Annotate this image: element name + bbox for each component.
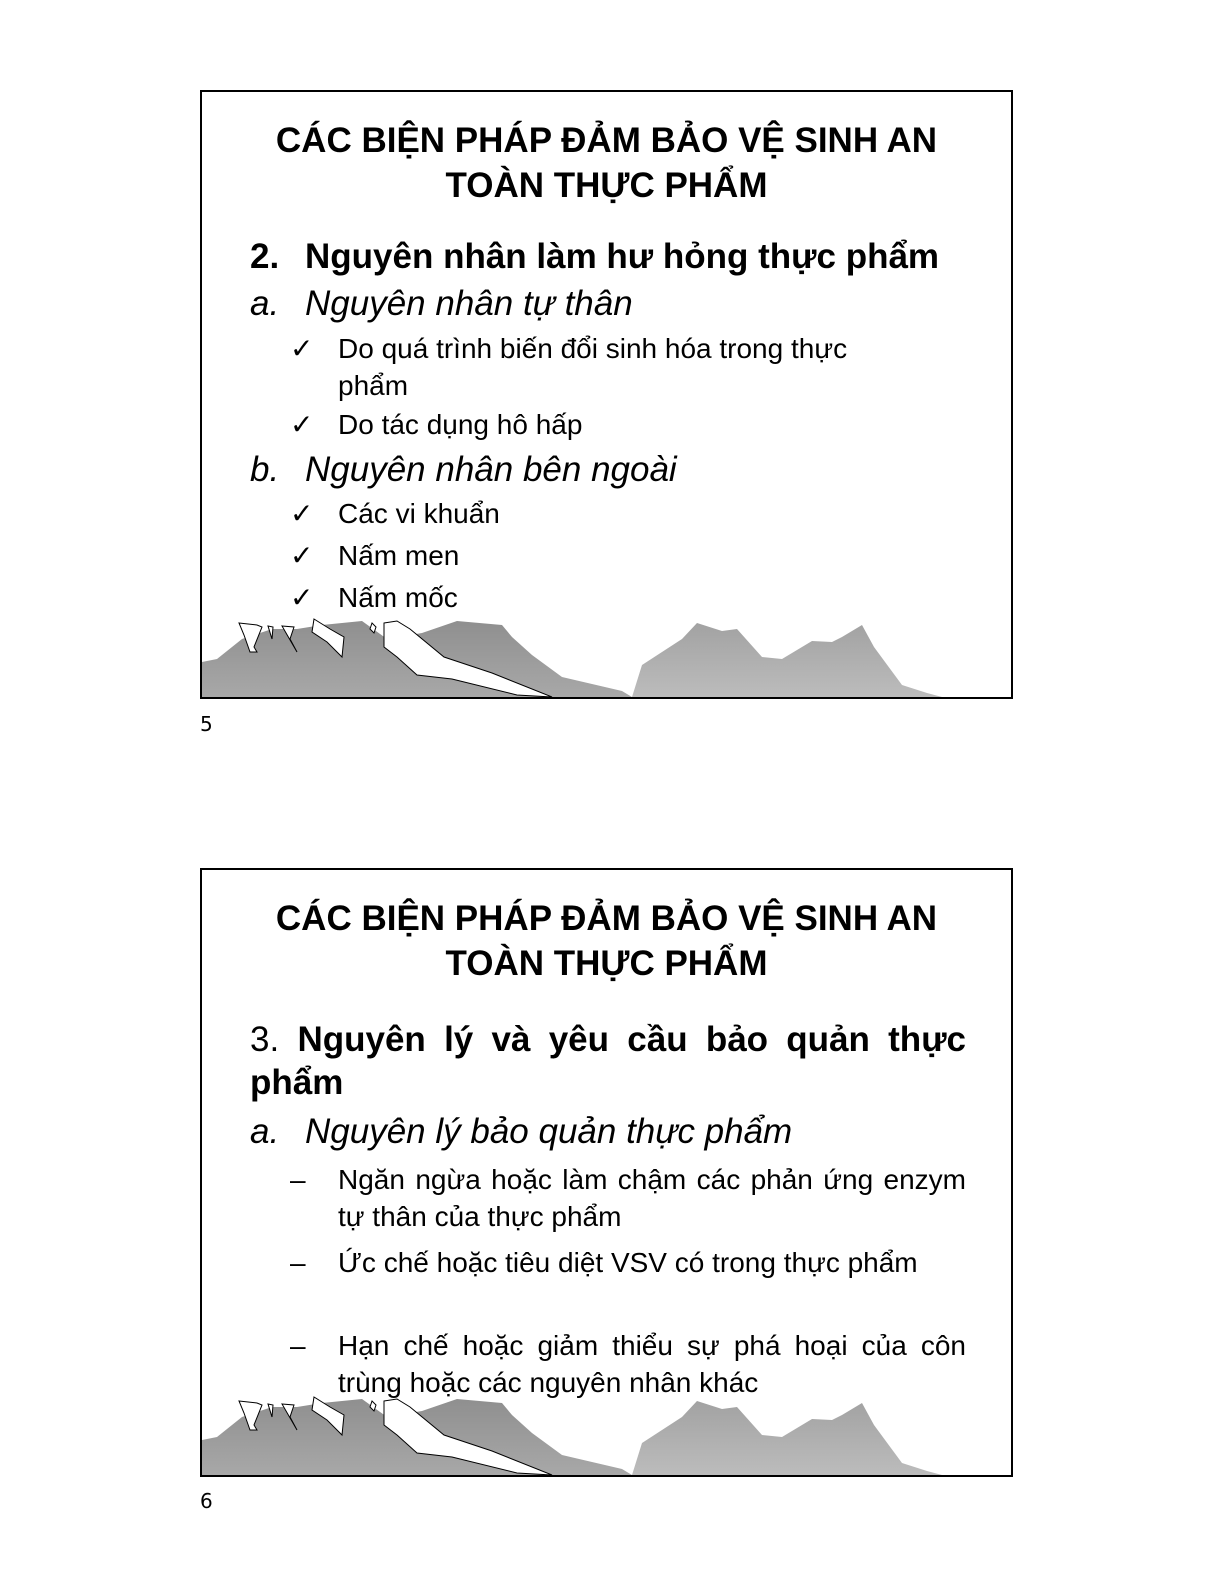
list-item (290, 330, 890, 404)
list-item (290, 537, 966, 574)
subheading-a (250, 282, 966, 325)
section-heading (250, 235, 966, 278)
slide-5 (200, 90, 1013, 699)
check-icon: ✓ (290, 582, 314, 613)
title-line-2: TOÀN THỰC PHẨM (445, 944, 768, 983)
check-icon: ✓ (290, 540, 314, 571)
item-text: Các vi khuẩn (338, 498, 500, 529)
title-line-1: CÁC BIỆN PHÁP ĐẢM BẢO VỆ SINH AN (275, 899, 938, 938)
list-item (290, 579, 966, 616)
subheading-b (250, 448, 966, 491)
check-icon: ✓ (290, 498, 314, 529)
mountain-illustration (202, 1395, 1011, 1475)
page-number: 5 (200, 712, 213, 736)
item-text: Hạn chế hoặc giảm thiểu sự phá hoại của côn trùng hoặc các nguyên nhân khác (338, 1330, 966, 1398)
item-text: Do tác dụng hô hấp (338, 409, 583, 440)
list-item (290, 406, 966, 443)
subheading-text: Nguyên nhân bên ngoài (305, 450, 677, 489)
list-item (290, 1161, 966, 1235)
subheading-label: b. (250, 450, 280, 489)
title-line-1: CÁC BIỆN PHÁP ĐẢM BẢO VỆ SINH AN (275, 121, 938, 160)
subheading-label: a. (250, 284, 280, 323)
item-text: Ức chế hoặc tiêu diệt VSV có trong thực phẩm (338, 1247, 918, 1278)
list-item (290, 495, 966, 532)
subheading-a (250, 1110, 966, 1153)
item-text: Nấm men (338, 540, 460, 571)
list-item (290, 1327, 966, 1401)
check-icon: ✓ (290, 333, 314, 364)
slide-title (202, 118, 1011, 208)
heading-text: Nguyên nhân làm hư hỏng thực phẩm (305, 237, 940, 276)
slide-title (202, 896, 1011, 986)
section-heading (250, 1018, 966, 1104)
list-item (290, 1244, 966, 1281)
item-text: Nấm mốc (338, 582, 458, 613)
heading-number: 3. (250, 1020, 280, 1059)
page-number: 6 (200, 1489, 213, 1513)
subheading-text: Nguyên lý bảo quản thực phẩm (305, 1112, 793, 1151)
heading-number: 2. (250, 237, 280, 276)
dash-icon: – (290, 1330, 306, 1361)
mountain-illustration (202, 617, 1011, 697)
subheading-label: a. (250, 1112, 280, 1151)
check-icon: ✓ (290, 409, 314, 440)
title-line-2: TOÀN THỰC PHẨM (445, 166, 768, 205)
subheading-text: Nguyên nhân tự thân (305, 284, 633, 323)
dash-icon: – (290, 1247, 306, 1278)
heading-text: Nguyên lý và yêu cầu bảo quản thực phẩm (250, 1020, 966, 1102)
dash-icon: – (290, 1164, 306, 1195)
slide-6 (200, 868, 1013, 1477)
item-text: Do quá trình biến đổi sinh hóa trong thực phẩm (338, 333, 848, 401)
item-text: Ngăn ngừa hoặc làm chậm các phản ứng enzym tự thân của thực phẩm (338, 1164, 966, 1232)
